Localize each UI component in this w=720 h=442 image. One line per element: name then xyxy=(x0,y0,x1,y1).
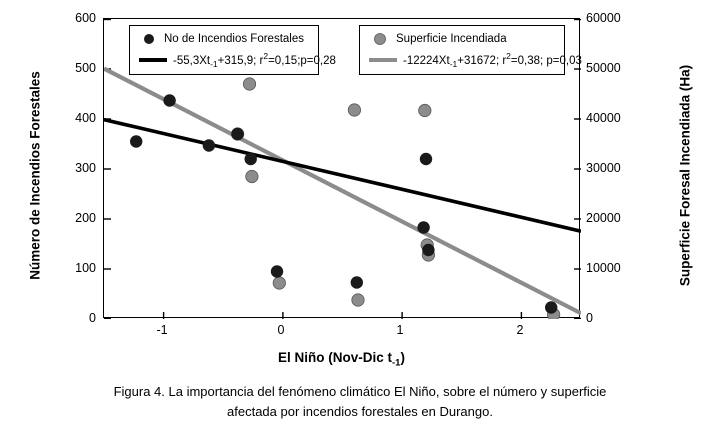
ytick-left-300: 300 xyxy=(75,161,96,175)
data-point xyxy=(163,94,175,106)
legend-dot-dark-icon xyxy=(144,34,154,44)
ytick-left-400: 400 xyxy=(75,111,96,125)
data-point xyxy=(545,301,557,313)
ytick-left-200: 200 xyxy=(75,211,96,225)
legend-equation-incendios: $-55,3Xt_{-1}+315,9$; $r^2=0,15;p=0,28$ xyxy=(173,50,336,70)
ytick-left-0: 0 xyxy=(89,311,96,325)
data-point xyxy=(203,139,215,151)
data-point xyxy=(130,135,142,147)
legend-dot-gray-icon xyxy=(374,33,386,45)
data-point xyxy=(422,244,434,256)
left-axis-ticks xyxy=(104,20,111,319)
data-point xyxy=(417,221,429,233)
ytick-right-30000: 30000 xyxy=(586,161,621,175)
ytick-right-20000: 20000 xyxy=(586,211,621,225)
x-axis-title: El Niño (Nov-Dic $t_{-1}$) xyxy=(278,350,405,369)
ytick-right-40000: 40000 xyxy=(586,111,621,125)
xtick--1: -1 xyxy=(156,323,168,337)
trendline-superficie xyxy=(104,69,581,314)
data-point xyxy=(245,153,257,165)
trendline-incendios xyxy=(104,120,581,232)
y-axis-left-title: Número de Incendios Forestales xyxy=(27,71,43,280)
ytick-right-50000: 50000 xyxy=(586,61,621,75)
legend-row-line xyxy=(366,50,582,70)
xtick-0: 0 xyxy=(277,323,285,337)
y-axis-right-title: Superficie Foresal Incendiada (Ha) xyxy=(677,64,693,287)
xtick-2: 2 xyxy=(516,323,524,337)
legend-line-dark-icon xyxy=(139,58,167,62)
series-superficie-points xyxy=(231,78,559,319)
legend-label-incendios: No de Incendios Forestales xyxy=(164,33,304,45)
ytick-right-10000: 10000 xyxy=(586,261,621,275)
ytick-left-100: 100 xyxy=(75,261,96,275)
ytick-left-600: 600 xyxy=(75,11,96,25)
legend-row-marker xyxy=(366,29,507,49)
ytick-right-60000: 60000 xyxy=(586,11,621,25)
legend-row-line xyxy=(136,50,336,70)
data-point xyxy=(419,104,431,116)
ytick-left-500: 500 xyxy=(75,61,96,75)
legend-label-superficie: Superficie Incendiada xyxy=(396,33,507,45)
plot-frame xyxy=(103,18,580,318)
caption-line-2: afectada por incendios forestales en Durango. xyxy=(227,404,493,419)
ytick-right-0: 0 xyxy=(586,311,593,325)
data-point xyxy=(243,78,255,90)
legend-incendios xyxy=(129,25,336,75)
caption-line-1: Figura 4. La importancia del fenómeno climático El Niño, sobre el número y superficie xyxy=(113,384,607,399)
xtick-1: 1 xyxy=(396,323,404,337)
data-point xyxy=(351,276,363,288)
data-point xyxy=(348,104,360,116)
series-incendios-points xyxy=(130,94,557,313)
data-point xyxy=(246,170,258,182)
bottom-axis-ticks xyxy=(164,312,522,319)
legend-row-marker xyxy=(136,29,304,49)
legend-superficie xyxy=(359,25,582,75)
data-point xyxy=(352,294,364,306)
data-point xyxy=(420,153,432,165)
data-point xyxy=(271,265,283,277)
legend-equation-superficie: $-12224Xt_{-1}+31672$; $r^2=0,38$; p=0,03 xyxy=(403,50,582,70)
data-point xyxy=(273,277,285,289)
figure-caption xyxy=(40,382,680,422)
legend-line-gray-icon xyxy=(369,58,397,62)
data-point xyxy=(231,128,243,140)
